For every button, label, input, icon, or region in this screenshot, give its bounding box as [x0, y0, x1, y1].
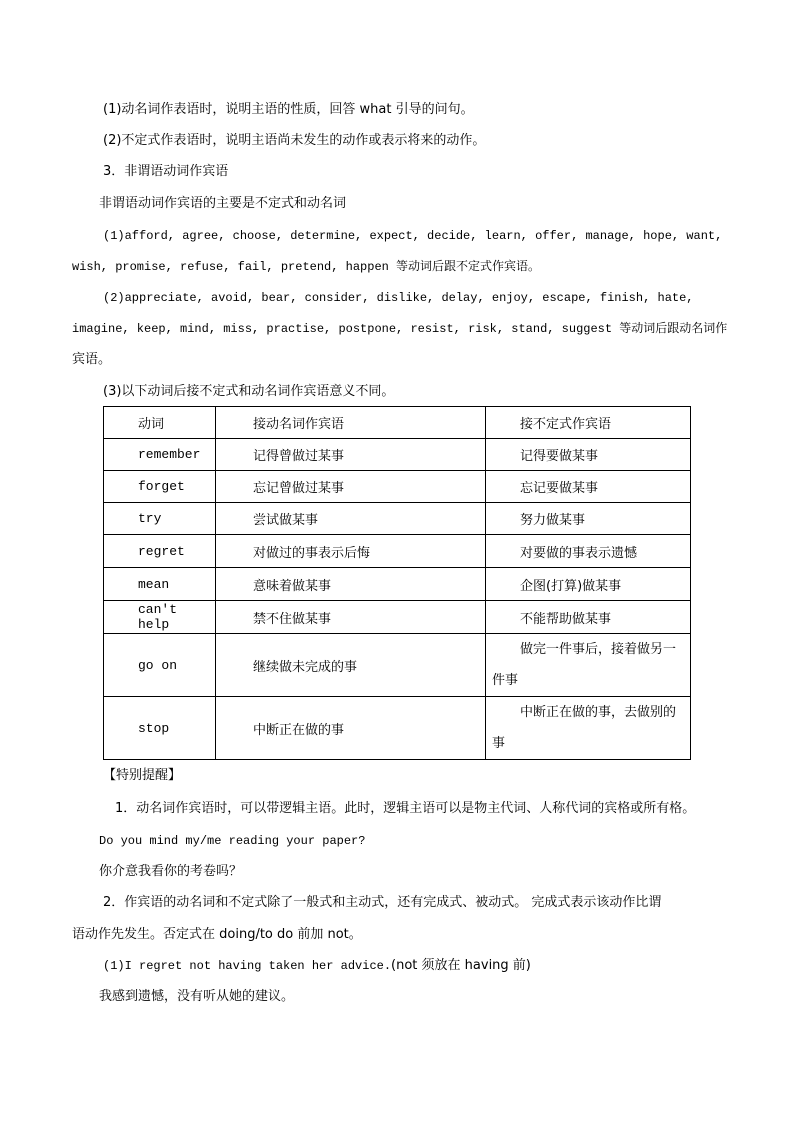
row-gerund-meaning: 记得曾做过某事 — [216, 439, 486, 471]
row-gerund-meaning: 意味着做某事 — [216, 568, 486, 601]
row-infinitive-meaning — [486, 697, 691, 760]
paragraph-object-intro: 非谓语动词作宾语的主要是不定式和动名词 — [99, 196, 347, 211]
tip-2-example-sentence: (1)I regret not having taken her advice. — [103, 959, 392, 973]
paragraph-infinitive-verbs-line2: wish, promise, refuse, fail, pretend, happen 等动词后跟不定式作宾语。 — [72, 260, 541, 274]
row-verb: mean — [104, 568, 216, 601]
table-row — [104, 568, 691, 601]
header-gerund: 接动名词作宾语 — [216, 407, 486, 439]
row-verb: forget — [104, 471, 216, 503]
row-verb: regret — [104, 535, 216, 568]
tip-2-translation: 我感到遗憾，没有听从她的建议。 — [99, 989, 295, 1004]
row-gerund-meaning: 对做过的事表示后悔 — [216, 535, 486, 568]
row-verb: can't help — [104, 601, 216, 634]
tip-1-example: Do you mind my/me reading your paper? — [99, 834, 366, 848]
row-gerund-meaning: 继续做未完成的事 — [216, 634, 486, 697]
tip-1-translation: 你介意我看你的考卷吗？ — [99, 864, 243, 879]
tips-heading: 【特别提醒】 — [103, 768, 182, 783]
paragraph-gerund-predicative: (1)动名词作表语时，说明主语的性质，回答 what 引导的问句。 — [103, 102, 474, 117]
tip-1-text: 1．动名词作宾语时，可以带逻辑主语。此时，逻辑主语可以是物主代词、人称代词的宾格或所有格。 — [115, 801, 696, 816]
table-row — [104, 471, 691, 503]
verb-comparison-table — [103, 406, 691, 760]
row-infinitive-meaning: 企图(打算)做某事 — [486, 568, 691, 601]
paragraph-gerund-verbs-line2: imagine, keep, mind, miss, practise, postpone, resist, risk, stand, suggest 等动词后跟动名词作 — [72, 322, 728, 336]
tip-2-text-line2: 语动作先发生。否定式在 doing/to do 前加 not。 — [72, 927, 362, 942]
paragraph-infinitive-predicative: (2)不定式作表语时，说明主语尚未发生的动作或表示将来的动作。 — [103, 133, 486, 148]
row-infinitive-meaning-line2: 事 — [492, 736, 506, 751]
header-verb: 动词 — [104, 407, 216, 439]
row-infinitive-meaning-line2: 件事 — [492, 673, 519, 688]
section-heading-object: 3．非谓语动词作宾语 — [103, 164, 229, 179]
table-row — [104, 601, 691, 634]
paragraph-table-intro: (3)以下动词后接不定式和动名词作宾语意义不同。 — [103, 384, 395, 399]
table-header-row — [104, 407, 691, 439]
tip-2-text-line1: 2．作宾语的动名词和不定式除了一般式和主动式，还有完成式、被动式。 完成式表示该动作比谓 — [103, 895, 662, 910]
row-infinitive-meaning-line1: 中断正在做的事，去做别的 — [520, 705, 677, 720]
row-gerund-meaning: 禁不住做某事 — [216, 601, 486, 634]
tip-2-example — [103, 957, 531, 975]
table-row — [104, 439, 691, 471]
table-row — [104, 535, 691, 568]
row-verb: remember — [104, 439, 216, 471]
row-infinitive-meaning: 忘记要做某事 — [486, 471, 691, 503]
table-row — [104, 697, 691, 760]
header-infinitive: 接不定式作宾语 — [486, 407, 691, 439]
table-row — [104, 503, 691, 535]
row-gerund-meaning: 中断正在做的事 — [216, 697, 486, 760]
row-infinitive-meaning — [486, 634, 691, 697]
row-verb: go on — [104, 634, 216, 697]
row-infinitive-meaning: 对要做的事表示遗憾 — [486, 535, 691, 568]
row-infinitive-meaning: 努力做某事 — [486, 503, 691, 535]
row-verb: stop — [104, 697, 216, 760]
row-gerund-meaning: 忘记曾做过某事 — [216, 471, 486, 503]
paragraph-gerund-verbs-line3: 宾语。 — [72, 352, 112, 367]
paragraph-infinitive-verbs-line1: (1)afford, agree, choose, determine, expect, decide, learn, offer, manage, hope, want, — [103, 229, 723, 243]
row-infinitive-meaning: 记得要做某事 — [486, 439, 691, 471]
row-gerund-meaning: 尝试做某事 — [216, 503, 486, 535]
row-infinitive-meaning-line1: 做完一件事后，接着做另一 — [520, 642, 677, 657]
row-infinitive-meaning: 不能帮助做某事 — [486, 601, 691, 634]
row-verb: try — [104, 503, 216, 535]
table-row — [104, 634, 691, 697]
paragraph-gerund-verbs-line1: (2)appreciate, avoid, bear, consider, dislike, delay, enjoy, escape, finish, hate, — [103, 291, 694, 305]
tip-2-example-note: (not 须放在 having 前) — [391, 958, 531, 973]
